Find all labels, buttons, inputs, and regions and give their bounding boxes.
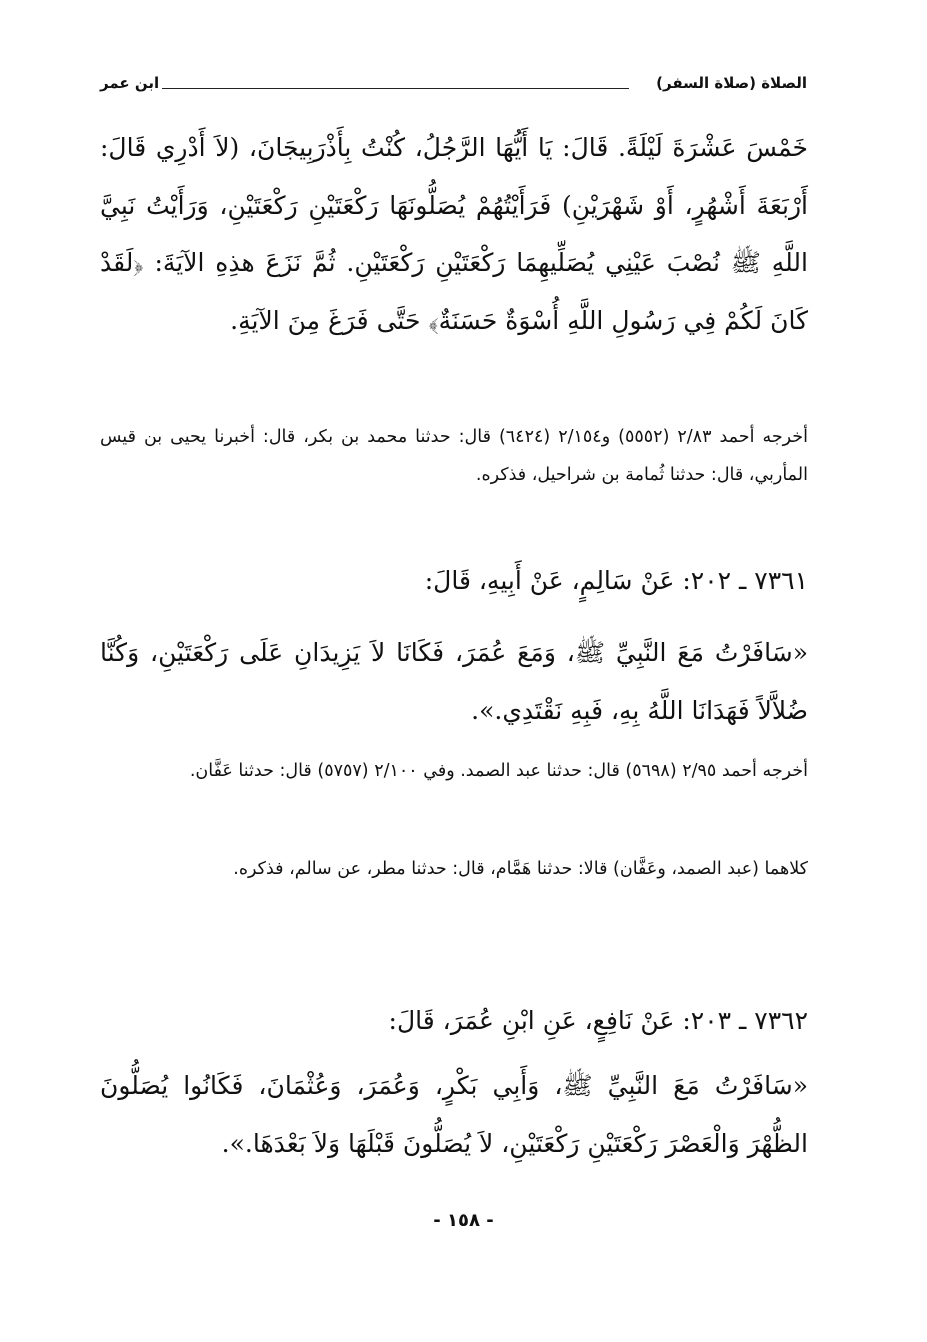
- takhrij-note: أخرجه أحمد ٢/٨٣ (٥٥٥٢) و٢/١٥٤ (٦٤٢٤) قال: حدثنا محمد بن بكر، قال: أخبرنا يحيى بن قيس المأربي، قال: حدثنا ثُمامة بن شراحيل، فذكره.: [100, 427, 808, 485]
- running-header: [100, 74, 807, 102]
- header-chapter-title: الصلاة (صلاة السفر): [656, 74, 807, 92]
- header-narrator-name: ابن عمر: [100, 74, 160, 92]
- hadith-text-7361: «سَافَرْتُ مَعَ النَّبِيِّ ﷺ، وَمَعَ عُمَرَ، فَكَانَا لاَ يَزِيدَانِ عَلَى رَكْعَتَيْنِ، وَكُنَّا ضُلاَّلاً فَهَدَانَا اللَّهُ بِهِ، فَبِهِ نَقْتَدِي.».: [100, 638, 808, 725]
- takhrij-note-7361-b: كلاهما (عبد الصمد، وعَفَّان) قالا: حدثنا هَمَّام، قال: حدثنا مطر، عن سالم، فذكره.: [233, 859, 808, 879]
- header-rule: [162, 88, 629, 89]
- hadith-heading-7362: ٧٣٦٢ ـ ٢٠٣: عَنْ نَافِعٍ، عَنِ ابْنِ عُمَرَ، قَالَ:: [388, 1006, 808, 1035]
- page-number: - ١٥٨ -: [433, 1210, 494, 1231]
- hadith-text-7362: «سَافَرْتُ مَعَ النَّبِيِّ ﷺ، وَأَبِي بَكْرٍ، وَعُمَرَ، وَعُثْمَانَ، فَكَانُوا يُصَلُّونَ الظُّهْرَ وَالْعَصْرَ رَكْعَتَيْنِ رَكْعَتَيْنِ، لاَ يُصَلُّونَ قَبْلَهَا وَلاَ بَعْدَهَا.».: [100, 1071, 808, 1158]
- takhrij-note-7361-a: أخرجه أحمد ٢/٩٥ (٥٦٩٨) قال: حدثنا عبد الصمد. وفي ٢/١٠٠ (٥٧٥٧) قال: حدثنا عَفَّان.: [189, 761, 808, 781]
- hadith-heading-7361: ٧٣٦١ ـ ٢٠٢: عَنْ سَالِمٍ، عَنْ أَبِيهِ، قَالَ:: [424, 566, 808, 595]
- hadith-continuation-text: خَمْسَ عَشْرَةَ لَيْلَةً. قَالَ: يَا أَيُّهَا الرَّجُلُ، كُنْتُ بِأَذْرَبِيجَانَ، (لاَ أَدْرِي قَالَ: أَرْبَعَةَ أَشْهُرٍ، أَوْ شَهْرَيْنِ) فَرَأَيْتُهُمْ يُصَلُّونَهَا رَكْعَتَيْنِ رَكْعَتَيْنِ، وَرَأَيْتُ نَبِيَّ اللَّهِ ﷺ نُصْبَ عَيْنِي يُصَلِّيهِمَا رَكْعَتَيْنِ رَكْعَتَيْنِ. ثُمَّ نَزَعَ هذِهِ الآيَةَ: ﴿لَقَدْ كَانَ لَكُمْ فِي رَسُولِ اللَّهِ أُسْوَةٌ حَسَنَةٌ﴾ حَتَّى فَرَغَ مِنَ الآيَةِ.: [100, 133, 808, 335]
